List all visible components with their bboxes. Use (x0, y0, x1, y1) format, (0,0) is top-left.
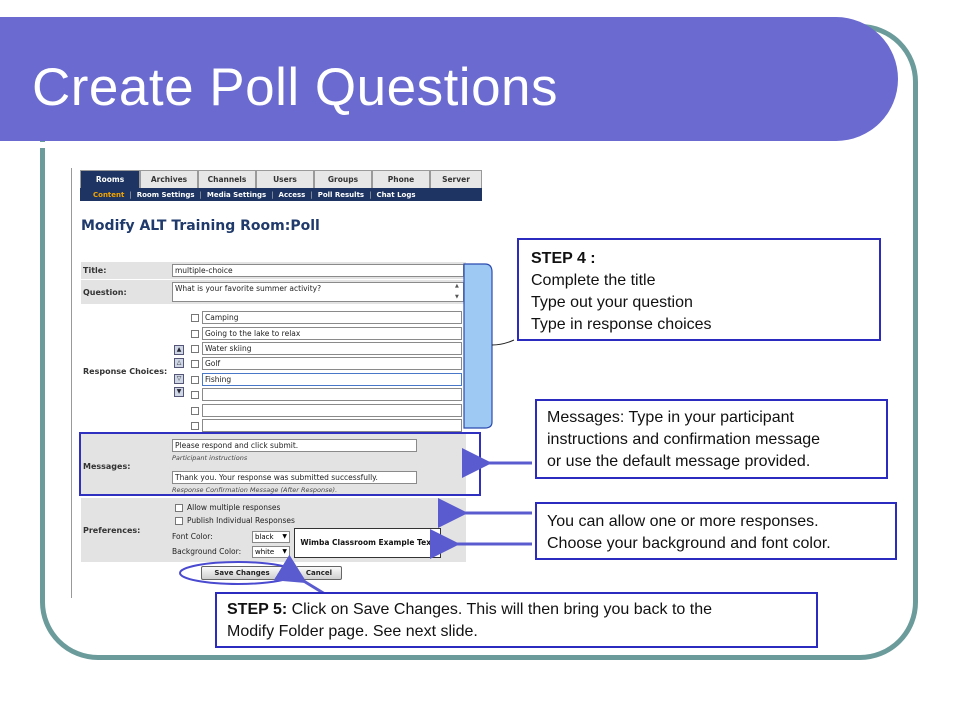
question-label: Question: (83, 288, 127, 297)
question-textarea[interactable]: What is your favorite summer activity? (172, 282, 464, 302)
messages-highlight-box (80, 433, 480, 495)
font-color-label: Font Color: (172, 532, 213, 541)
choices-label: Response Choices: (83, 367, 168, 376)
scroll-down-icon[interactable]: ▼ (455, 294, 459, 300)
step5-line2: Modify Folder page. See next slide. (227, 623, 478, 640)
tab-server[interactable]: Server (430, 170, 482, 189)
step4-heading: STEP 4 : (531, 250, 596, 267)
tab-users[interactable]: Users (256, 170, 314, 189)
move-bottom-icon[interactable]: ▼ (174, 387, 184, 397)
responses-callout-line: Choose your background and font color. (547, 535, 831, 552)
chevron-down-icon: ▼ (282, 548, 287, 555)
callout-responses (535, 502, 897, 560)
move-top-icon[interactable]: ▲ (174, 345, 184, 355)
title-input[interactable]: multiple-choice (172, 264, 464, 277)
choice-input-5[interactable]: Fishing (202, 373, 462, 386)
messages-callout-line: Messages: Type in your participant (547, 409, 794, 426)
subnav-content[interactable]: Content (93, 190, 125, 199)
choice-input-2[interactable]: Going to the lake to relax (202, 327, 462, 340)
step5-line1: Click on Save Changes. This will then bring you back to the (287, 601, 712, 618)
page-heading: Modify ALT Training Room:Poll (81, 218, 320, 234)
choice-input-3[interactable]: Water skiing (202, 342, 462, 355)
preferences-label: Preferences: (83, 526, 141, 535)
example-text-preview: Wimba Classroom Example Text (294, 528, 441, 558)
slide-title: Create Poll Questions (32, 58, 559, 117)
subnav-separator: | (129, 190, 132, 199)
choice-input-4[interactable]: Golf (202, 357, 462, 370)
subnav-separator: | (310, 190, 313, 199)
confirmation-hint: Response Confirmation Message (After Response). (172, 486, 338, 494)
step4-line: Type out your question (531, 294, 693, 311)
subnav-separator: | (271, 190, 274, 199)
responses-callout-line: You can allow one or more responses. (547, 513, 819, 530)
messages-label: Messages: (83, 462, 131, 471)
font-color-value: black (255, 533, 274, 541)
bracket-highlight (464, 264, 492, 428)
participant-message-input[interactable]: Please respond and click submit. (172, 439, 417, 452)
tab-groups[interactable]: Groups (314, 170, 372, 189)
step4-line: Type in response choices (531, 316, 712, 333)
choice-input-1[interactable]: Camping (202, 311, 462, 324)
bg-color-label: Background Color: (172, 547, 242, 556)
messages-callout-line: instructions and confirmation message (547, 431, 821, 448)
allow-multiple-label: Allow multiple responses (187, 503, 281, 512)
tab-archives[interactable]: Archives (140, 170, 198, 189)
step4-line: Complete the title (531, 272, 656, 289)
move-down-icon[interactable]: ▽ (174, 374, 184, 384)
cancel-button[interactable]: Cancel (296, 566, 342, 580)
subnav-poll-results[interactable]: Poll Results (317, 190, 365, 199)
save-changes-button[interactable]: Save Changes (201, 566, 283, 580)
subnav-access[interactable]: Access (278, 190, 306, 199)
tab-channels[interactable]: Channels (198, 170, 256, 189)
scroll-up-icon[interactable]: ▲ (455, 283, 459, 289)
step5-heading: STEP 5: (227, 601, 288, 618)
move-up-icon[interactable]: △ (174, 358, 184, 368)
callout-step5 (215, 592, 818, 648)
chevron-down-icon: ▼ (282, 533, 287, 540)
callout-messages (535, 399, 888, 479)
tab-rooms[interactable]: Rooms (80, 170, 140, 189)
tab-phone[interactable]: Phone (372, 170, 430, 189)
title-label: Title: (83, 266, 107, 275)
subnav-separator: | (199, 190, 202, 199)
messages-callout-line: or use the default message provided. (547, 453, 811, 470)
subnav-separator: | (369, 190, 372, 199)
confirmation-message-input[interactable]: Thank you. Your response was submitted successfully. (172, 471, 417, 484)
save-button-highlight (180, 562, 296, 584)
publish-individual-label: Publish Individual Responses (187, 516, 295, 525)
callout-step4 (517, 238, 881, 341)
participant-hint: Participant instructions (172, 454, 248, 462)
bg-color-value: white (255, 548, 275, 556)
bracket-pointer (492, 340, 514, 345)
subnav-chat-logs[interactable]: Chat Logs (376, 190, 416, 199)
subnav-room-settings[interactable]: Room Settings (136, 190, 195, 199)
subnav-media-settings[interactable]: Media Settings (206, 190, 267, 199)
